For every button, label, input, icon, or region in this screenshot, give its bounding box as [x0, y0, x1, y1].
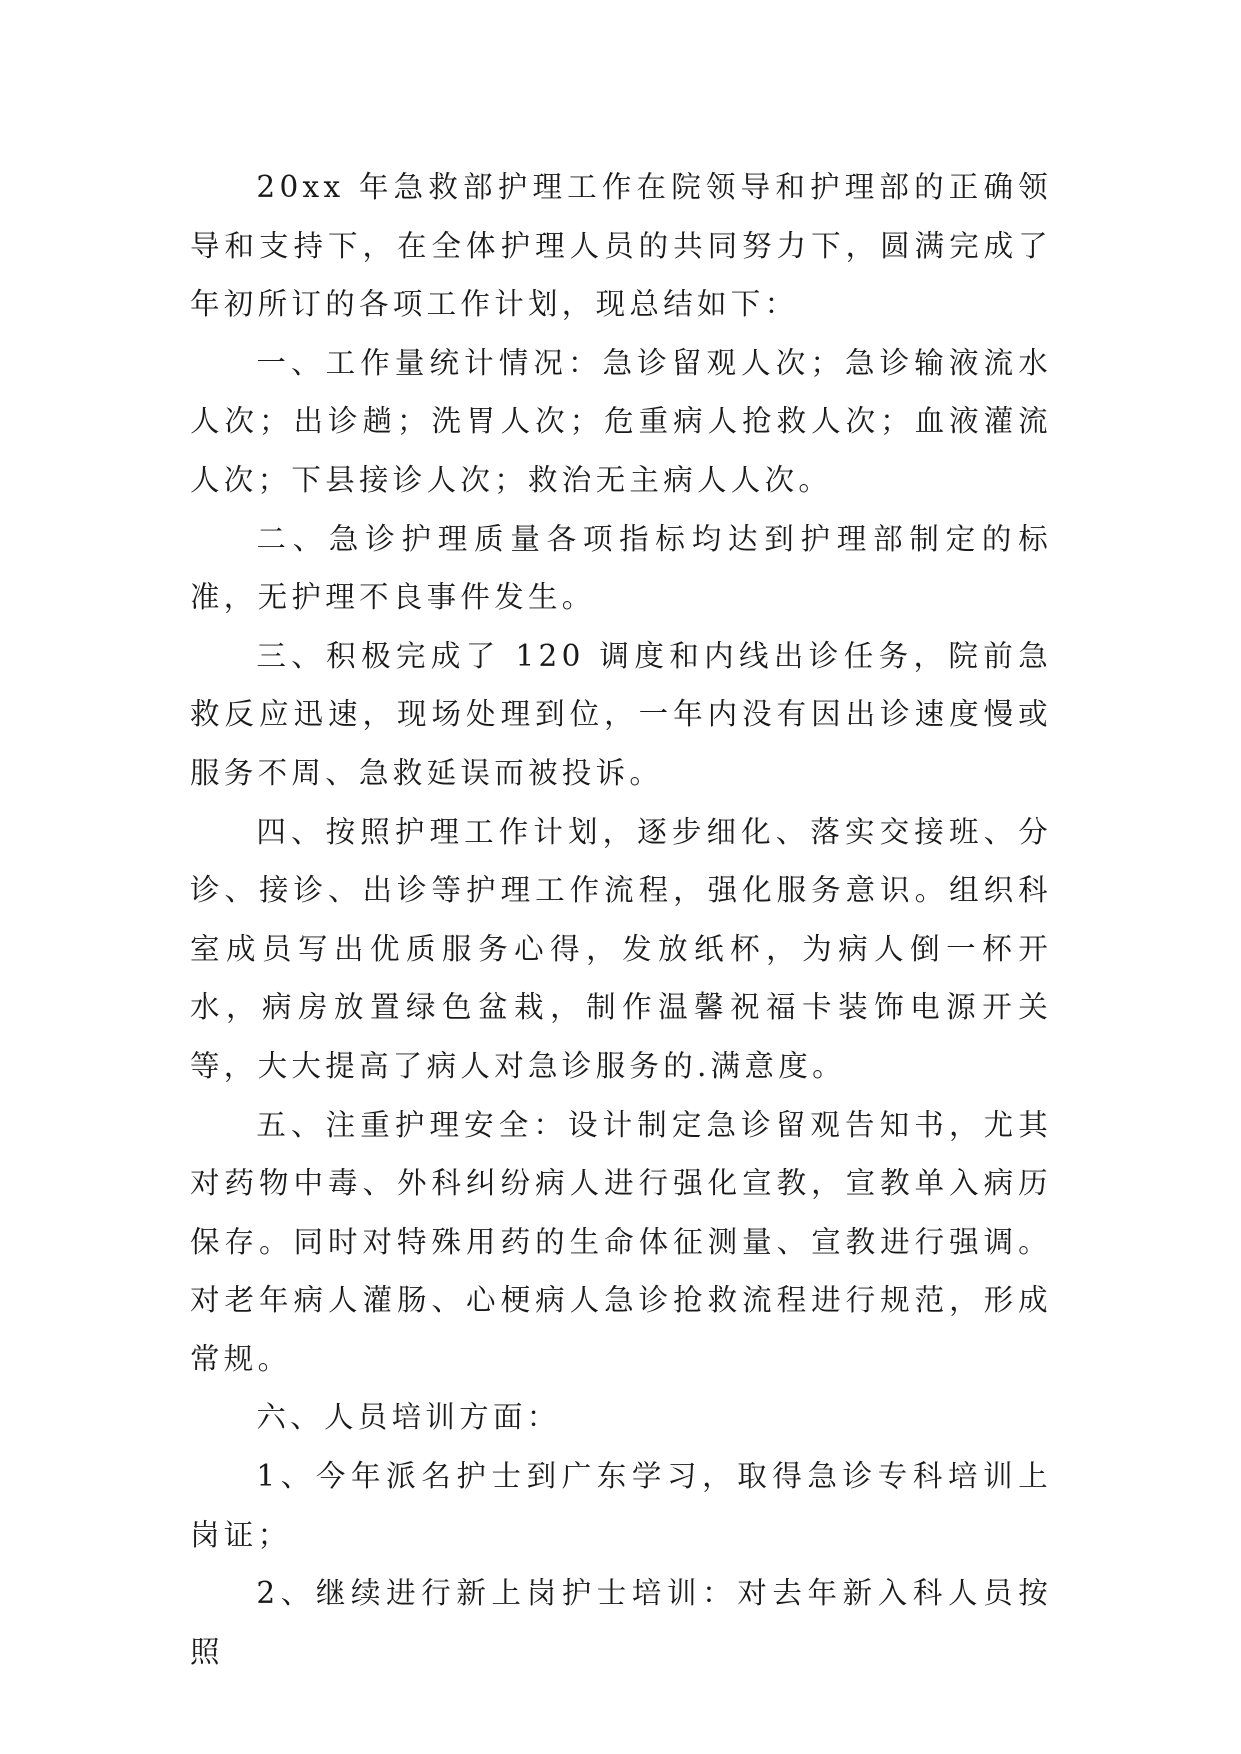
paragraph-safety: 五、注重护理安全：设计制定急诊留观告知书，尤其对药物中毒、外科纠纷病人进行强化宣教，宣教单入病历保存。同时对特殊用药的生命体征测量、宣教进行强调。对老年病人灌肠、心梗病人急诊抢救流程进行规范，形成常规。 — [190, 1107, 1052, 1376]
paragraph-intro: 20xx 年急救部护理工作在院领导和护理部的正确领导和支持下，在全体护理人员的共同努力下，圆满完成了年初所订的各项工作计划，现总结如下： — [190, 170, 1052, 322]
document-body — [190, 158, 1052, 1681]
paragraph-training-item-1: 1、今年派名护士到广东学习，取得急诊专科培训上岗证； — [190, 1459, 1052, 1552]
paragraph-training-item-2: 2、继续进行新上岗护士培训：对去年新入科人员按照 — [190, 1576, 1052, 1669]
paragraph-service: 四、按照护理工作计划，逐步细化、落实交接班、分诊、接诊、出诊等护理工作流程，强化服务意识。组织科室成员写出优质服务心得，发放纸杯，为病人倒一杯开水，病房放置绿色盆栽，制作温馨祝福卡装饰电源开关等，大大提高了病人对急诊服务的.满意度。 — [190, 814, 1052, 1083]
paragraph-quality: 二、急诊护理质量各项指标均达到护理部制定的标准，无护理不良事件发生。 — [190, 521, 1052, 615]
paragraph-workload: 一、工作量统计情况：急诊留观人次；急诊输液流水人次；出诊趟；洗胃人次；危重病人抢救人次；血液灌流人次；下县接诊人次；救治无主病人人次。 — [190, 345, 1052, 497]
paragraph-training-heading: 六、人员培训方面： — [256, 1400, 561, 1435]
paragraph-dispatch: 三、积极完成了 120 调度和内线出诊任务，院前急救反应迅速，现场处理到位，一年内没有因出诊速度慢或服务不周、急救延误而被投诉。 — [190, 638, 1052, 790]
